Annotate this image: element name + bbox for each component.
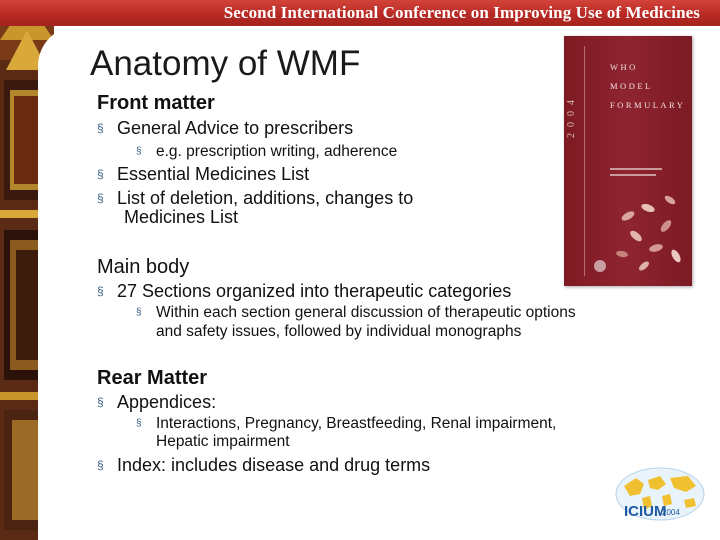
bullet-icon: § bbox=[97, 191, 104, 205]
rear-subitem-appendix-list: § Interactions, Pregnancy, Breastfeeding, Renal impairment, bbox=[136, 415, 557, 432]
logo-text: ICIUM bbox=[624, 503, 667, 520]
conference-title: Second International Conference on Improving Use of Medicines bbox=[223, 3, 700, 22]
front-item-eml: § Essential Medicines List bbox=[97, 164, 310, 184]
book-title: WHO MODEL FORMULARY bbox=[610, 62, 686, 110]
front-subitem-examples: § e.g. prescription writing, adherence bbox=[136, 143, 398, 160]
rear-matter-heading: Rear Matter bbox=[97, 367, 208, 389]
pills-illustration bbox=[588, 186, 688, 276]
main-subitem-discussion: § Within each section general discussion of therapeutic options bbox=[136, 304, 576, 321]
rear-subitem-appendix-list-cont: Hepatic impairment bbox=[156, 433, 290, 450]
slide-title: Anatomy of WMF bbox=[90, 44, 361, 83]
front-matter-heading: Front matter bbox=[97, 92, 215, 114]
bullet-icon: § bbox=[136, 146, 142, 157]
front-item-list-changes: § List of deletion, additions, changes to bbox=[97, 188, 414, 208]
bullet-icon: § bbox=[97, 458, 104, 472]
bullet-icon: § bbox=[97, 167, 104, 181]
main-body-heading: Main body bbox=[97, 256, 190, 278]
book-divider-line bbox=[584, 46, 585, 276]
front-item-general-advice: § General Advice to prescribers bbox=[97, 118, 354, 138]
bullet-icon: § bbox=[136, 307, 142, 318]
book-subtitle-lines bbox=[610, 168, 662, 176]
main-item-sections: § 27 Sections organized into therapeutic categories bbox=[97, 281, 512, 301]
front-item-list-changes-cont: Medicines List bbox=[124, 207, 239, 227]
bullet-icon: § bbox=[97, 395, 104, 409]
rear-item-appendices: § Appendices: bbox=[97, 392, 217, 412]
logo-year: 2004 bbox=[662, 508, 680, 517]
bullet-icon: § bbox=[97, 284, 104, 298]
bullet-icon: § bbox=[136, 418, 142, 429]
bullet-icon: § bbox=[97, 121, 104, 135]
wmf-book-cover-image bbox=[564, 36, 692, 286]
rear-item-index: § Index: includes disease and drug terms bbox=[97, 455, 431, 475]
main-subitem-discussion-cont: and safety issues, followed by individual monographs bbox=[156, 323, 522, 340]
header-banner bbox=[0, 0, 720, 26]
book-year: 2004 bbox=[566, 94, 577, 138]
